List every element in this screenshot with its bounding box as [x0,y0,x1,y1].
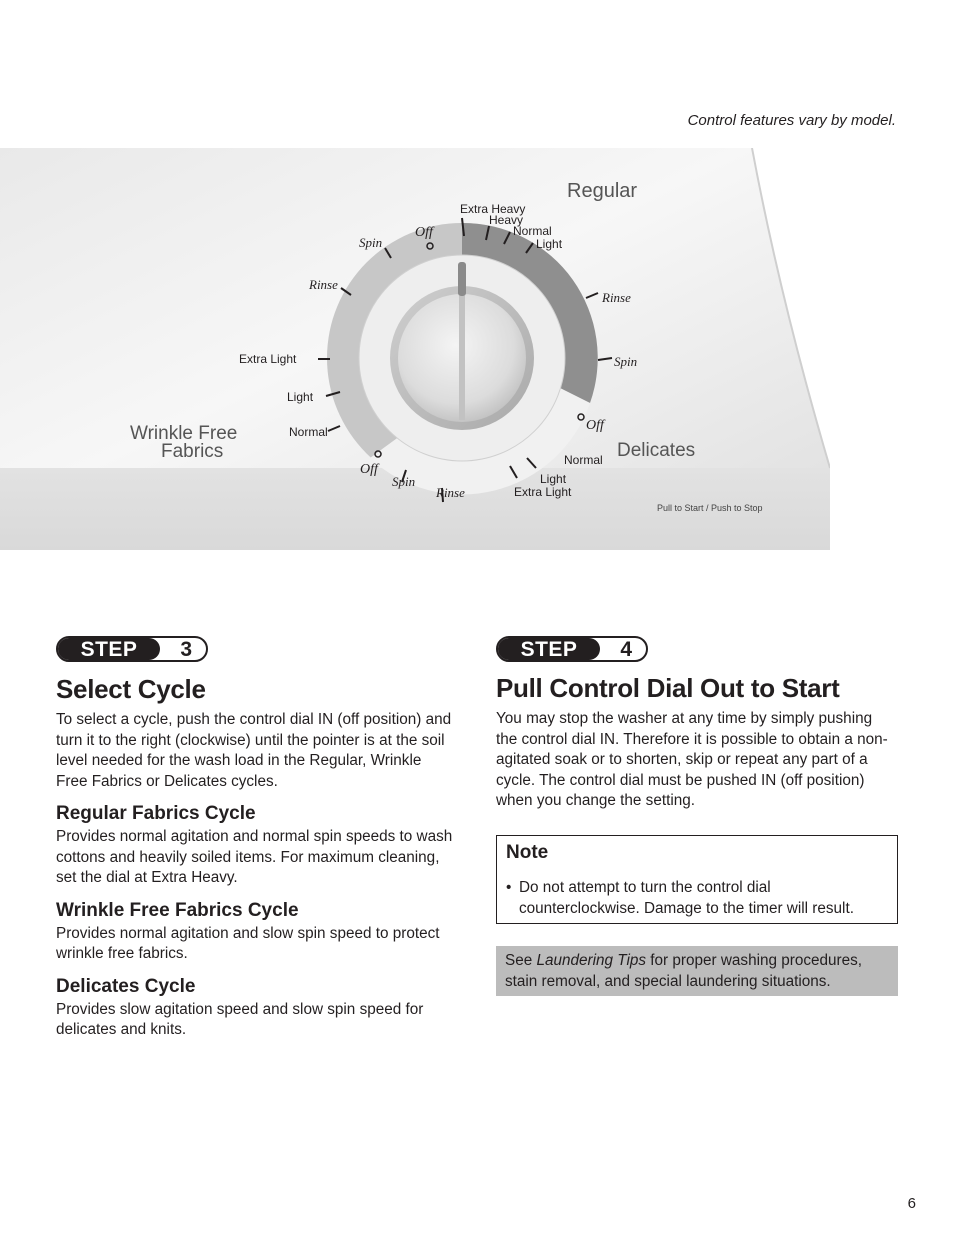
label-heavy: Heavy [489,213,524,227]
label-light-delicates: Light [540,472,567,486]
tip-see: See [505,952,537,969]
step-label: STEP [58,638,160,660]
wrinkle-free-text: Provides normal agitation and slow spin speed to protect wrinkle free fabrics. [56,924,440,962]
label-off-wrinkle: Off [415,225,433,240]
label-rinse-wrinkle: Rinse [309,277,338,292]
pull-push-text: Pull to Start / Push to Stop [657,503,763,513]
label-normal-regular: Normal [513,224,552,238]
step-4-text: You may stop the washer at any time by simply pushing the control dial IN. Therefore it is possible to obtain a non-agitated soak or to shorten, skip or repeat any part of a cycle. The control dial must be pushed IN (off position) when you change the setting. [496,710,888,809]
page-number: 6 [907,1195,916,1212]
step-4-badge [496,636,648,662]
label-spin-regular: Spin [614,354,638,369]
dial-pointer [458,262,466,296]
step-3-title: Select Cycle [56,674,206,704]
label-off-delicates: Off [360,462,378,477]
tip-rest: for proper washing procedures, stain removal, and special laundering situations. [505,952,863,990]
note-box [496,835,898,924]
label-light-regular: Light [536,237,563,251]
label-normal-wrinkle: Normal [289,425,328,439]
step-label: STEP [498,638,600,660]
step-3-intro: To select a cycle, push the control dial IN (off position) and turn it to the right (clockwise) until the pointer is at the soil level needed for the wash load in the Regular, Wrinkle Free Fabrics or Delicates cycles. [56,711,452,790]
step-4-title: Pull Control Dial Out to Start [496,673,840,703]
wrinkle-free-heading: Wrinkle Free Fabrics Cycle [56,899,299,921]
label-normal-delicates: Normal [564,453,603,467]
dial-ring [327,223,598,494]
label-off-regular: Off [586,418,604,433]
regular-fabrics-text: Provides normal agitation and normal spin speeds to wash cottons and heavily soiled items. For maximum cleaning, set the dial at Extra Heavy. [56,828,453,886]
step-number: 3 [180,638,192,661]
regular-title: Regular [567,180,638,202]
control-panel-illustration [0,148,830,550]
note-bullet: • [506,879,512,896]
label-extra-light-delicates: Extra Light [514,485,572,499]
label-spin-wrinkle: Spin [359,235,383,250]
wrinkle-title-1: Wrinkle Free [130,423,238,444]
step-3-body [56,710,456,1041]
label-extra-light-wrinkle: Extra Light [239,352,297,366]
delicates-text: Provides slow agitation speed and slow spin speed for delicates and knits. [56,1000,424,1038]
note-text: Do not attempt to turn the control dial counterclockwise. Damage to the timer will result. [519,879,854,917]
regular-fabrics-heading: Regular Fabrics Cycle [56,803,256,824]
delicates-heading: Delicates Cycle [56,975,196,997]
model-note: Control features vary by model. [687,112,896,129]
step-4-body [496,709,896,812]
delicates-title: Delicates [617,440,696,461]
label-light-wrinkle: Light [287,390,314,404]
label-rinse-regular: Rinse [602,290,631,305]
wrinkle-title-2: Fabrics [161,441,224,462]
label-rinse-delicates: Rinse [436,485,465,500]
label-spin-delicates: Spin [392,474,416,489]
step-3-badge [56,636,208,662]
label-extra-heavy: Extra Heavy [460,202,526,216]
note-title: Note [506,842,549,863]
laundering-tips-link[interactable]: Laundering Tips [536,952,647,969]
step-number: 4 [620,638,632,661]
laundering-tips-box [496,946,898,996]
